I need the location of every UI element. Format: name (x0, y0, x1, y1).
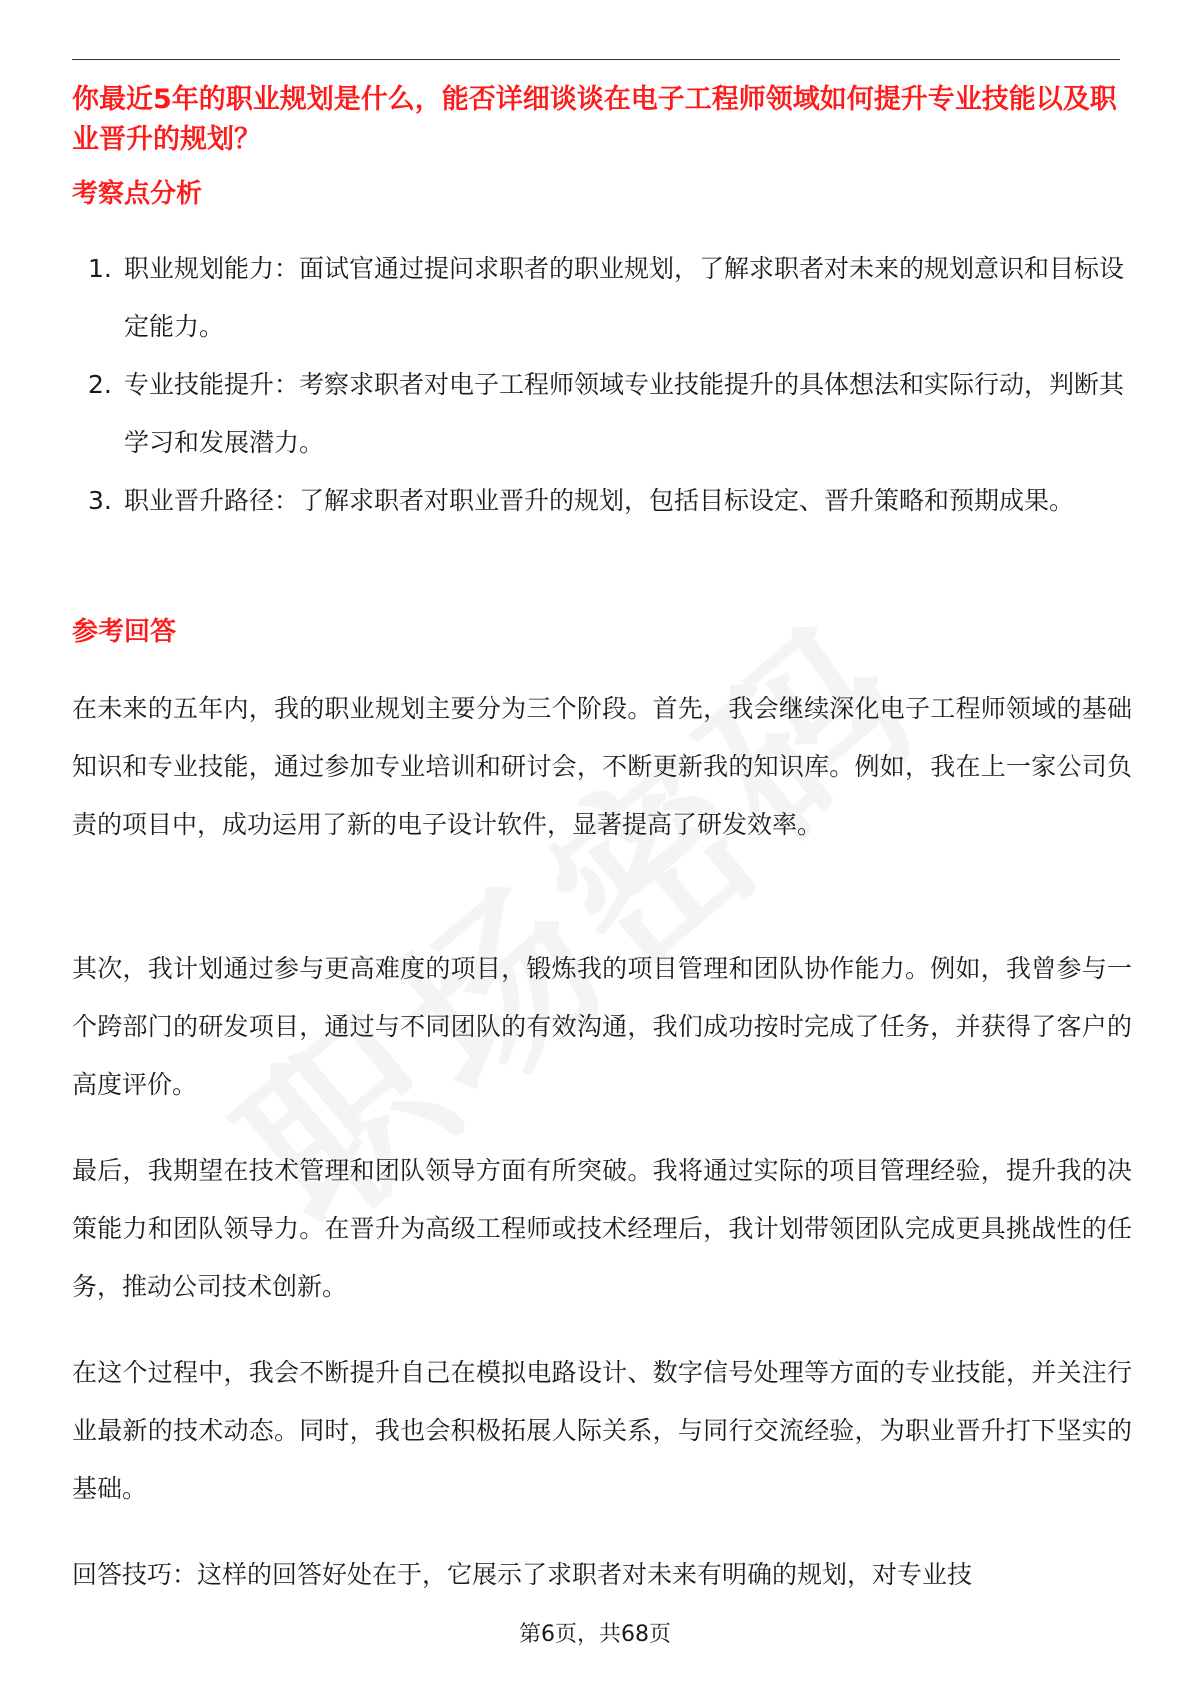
answer-paragraph: 其次，我计划通过参与更高难度的项目，锻炼我的项目管理和团队协作能力。例如，我曾参与一个跨部门的研发项目，通过与不同团队的有效沟通，我们成功按时完成了任务，并获得了客户的高度评价。 (72, 954, 1132, 1099)
header-rule (72, 59, 1120, 60)
page-number: 第6页，共68页 (519, 1622, 671, 1647)
point-number: 2. (88, 370, 112, 399)
analysis-point (72, 472, 1132, 530)
point-text: 职业规划能力：面试官通过提问求职者的职业规划，了解求职者对未来的规划意识和目标设定能力。 (124, 254, 1125, 341)
point-text: 专业技能提升：考察求职者对电子工程师领域专业技能提升的具体想法和实际行动，判断其学习和发展潜力。 (124, 370, 1125, 457)
answer-tips: 回答技巧：这样的回答好处在于，它展示了求职者对未来有明确的规划，对专业技 (72, 1560, 973, 1589)
analysis-heading: 考察点分析 (72, 179, 203, 209)
answer-paragraph: 最后，我期望在技术管理和团队领导方面有所突破。我将通过实际的项目管理经验，提升我的决策能力和团队领导力。在晋升为高级工程师或技术经理后，我计划带领团队完成更具挑战性的任务，推动公司技术创新。 (72, 1156, 1132, 1301)
point-number: 1. (88, 254, 112, 283)
analysis-list (72, 240, 1132, 530)
analysis-point (72, 240, 1132, 356)
answer-heading: 参考回答 (72, 617, 177, 647)
question-title: 你最近5年的职业规划是什么，能否详细谈谈在电子工程师领域如何提升专业技能以及职业晋升的规划？ (72, 84, 1117, 155)
point-number: 3. (88, 486, 112, 515)
analysis-point (72, 356, 1132, 472)
answer-paragraph: 在未来的五年内，我的职业规划主要分为三个阶段。首先，我会继续深化电子工程师领域的基础知识和专业技能，通过参加专业培训和研讨会，不断更新我的知识库。例如，我在上一家公司负责的项目中，成功运用了新的电子设计软件，显著提高了研发效率。 (72, 694, 1132, 839)
answer-paragraph: 在这个过程中，我会不断提升自己在模拟电路设计、数字信号处理等方面的专业技能，并关注行业最新的技术动态。同时，我也会积极拓展人际关系，与同行交流经验，为职业晋升打下坚实的基础。 (72, 1358, 1132, 1503)
point-text: 职业晋升路径：了解求职者对职业晋升的规划，包括目标设定、晋升策略和预期成果。 (124, 486, 1075, 515)
